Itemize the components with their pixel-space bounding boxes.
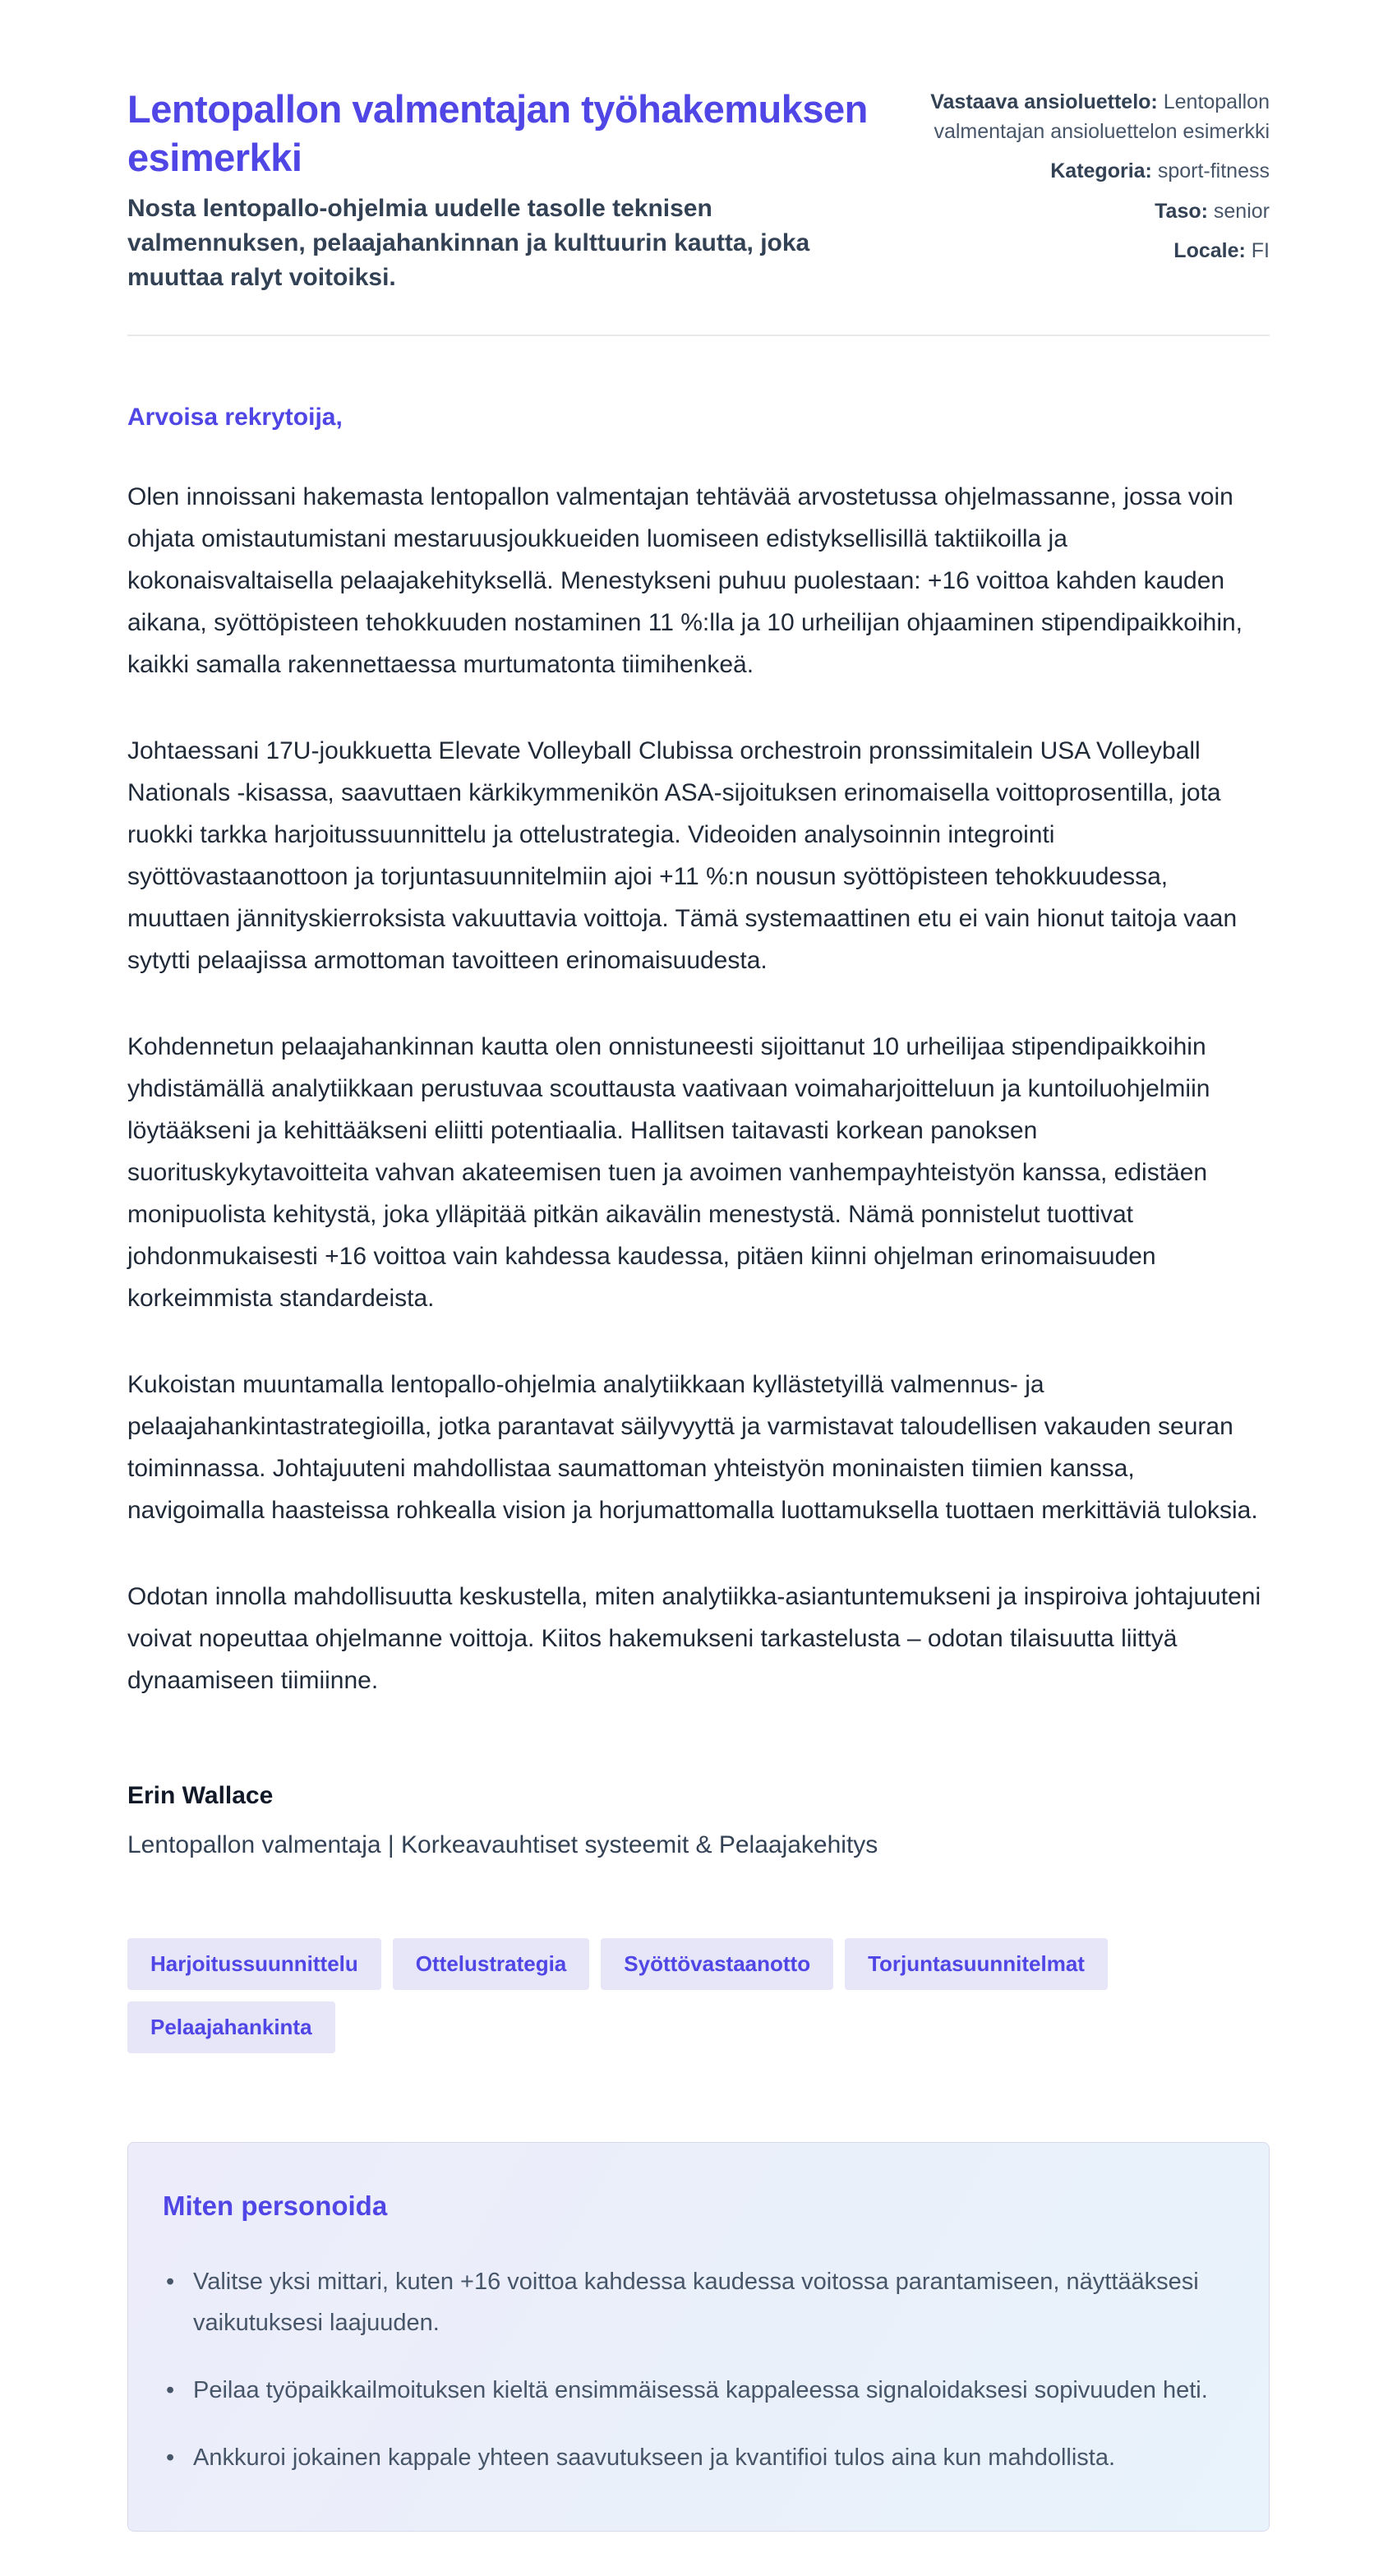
meta-level-value: senior	[1213, 199, 1270, 223]
letter-greeting: Arvoisa rekrytoija,	[127, 404, 343, 432]
tag-chip-torjuntasuunnitelmat[interactable]: Torjuntasuunnitelmat	[845, 1938, 1108, 1990]
tips-list	[163, 2261, 1219, 2478]
personalization-tips-box	[127, 2142, 1270, 2532]
letter-body	[127, 404, 1270, 2532]
tag-chip-syottovastaanotto[interactable]: Syöttövastaanotto	[601, 1938, 833, 1990]
letter-paragraph: Johtaessani 17U-joukkuetta Elevate Volleyball Clubissa orchestroin pronssimitalein USA Volleyball Nationals -kisassa, saavuttaen kärkikymmenikön ASA-sijoituksen erinomaisella voittoprosentilla, jota ruokki tarkka harjoitussuunnittelu ja ottelustrategia. Videoiden analysoinnin integrointi syöttövastaanottoon ja torjuntasuunnitelmiin ajoi +11 %:n nousun syöttöpisteen tehokkuudessa, muuttaen jännityskierroksista vakuuttavia voittoja. Tämä systemaattinen etu ei vain hionut taitoja vaan sytytti pelaajissa armottoman tavoitteen erinomaisuudesta.	[127, 737, 1238, 975]
meta-resume-label: Vastaava ansioluettelo:	[930, 90, 1158, 113]
tips-item: • Valitse yksi mittari, kuten +16 voittoa kahdessa kaudessa voitossa parantamiseen, näyttääksesi vaikutuksesi laajuuden.	[163, 2261, 1219, 2343]
title-block	[127, 85, 892, 295]
meta-resume	[900, 88, 1270, 146]
letter-paragraph: Kohdennetun pelaajahankinnan kautta olen onnistuneesti sijoittanut 10 urheilijaa stipendipaikkoihin yhdistämällä analytiikkaan perustuvaa scouttausta vaativaan voimaharjoitteluun ja kuntoiluohjelmiin löytääkseni ja kehittääkseni eliitti potentiaalia. Hallitsen taitavasti korkean panoksen suorituskykytavoitteita vahvan akateemisen tuen ja avoimen vanhempayhteistyön kanssa, edistäen monipuolista kehitystä, joka ylläpitää pitkän aikavälin menestystä. Nämä ponnistelut tuottivat johdonmukaisesti +16 voittoa vain kahdessa kaudessa, pitäen kiinni ohjelman erinomaisuuden korkeimmista standardeista.	[127, 1033, 1210, 1313]
skill-tags	[127, 1938, 1270, 2053]
tag-chip-harjoitussuunnittelu[interactable]: Harjoitussuunnittelu	[127, 1938, 381, 1990]
signature-name: Erin Wallace	[127, 1782, 274, 1810]
meta-resume-value: Lentopallon valmentajan ansioluettelon esimerkki	[934, 90, 1270, 143]
meta-level-label: Taso:	[1155, 199, 1208, 223]
meta-level	[900, 197, 1270, 227]
letter-paragraph: Odotan innolla mahdollisuutta keskustella, miten analytiikka-asiantuntemukseni ja inspiroiva johtajuuteni voivat nopeuttaa ohjelmanne voittoja. Kiitos hakemukseni tarkastelusta – odotan tilaisuutta liittyä dynaamiseen tiimiinne.	[127, 1583, 1261, 1695]
page-header	[127, 85, 1270, 295]
meta-locale-value: FI	[1251, 239, 1270, 262]
meta-block	[900, 85, 1270, 266]
tips-heading: Miten personoida	[163, 2191, 388, 2222]
tips-item: • Peilaa työpaikkailmoituksen kieltä ensimmäisessä kappaleessa signaloidaksesi sopivuuden heti.	[163, 2370, 1219, 2411]
signature-title: Lentopallon valmentaja | Korkeavauhtiset systeemit & Pelaajakehitys	[127, 1831, 878, 1859]
tag-chip-ottelustrategia[interactable]: Ottelustrategia	[393, 1938, 590, 1990]
letter-paragraph: Kukoistan muuntamalla lentopallo-ohjelmia analytiikkaan kyllästetyillä valmennus- ja pelaajahankintastrategioilla, jotka parantavat säilyvyyttä ja varmistavat taloudellisen vakauden seuran toiminnassa. Johtajuuteni mahdollistaa saumattoman yhteistyön moninaisten tiimien kanssa, navigoimalla haasteissa rohkealla vision ja horjumattomalla luottamuksella tuottaen merkittäviä tuloksia.	[127, 1371, 1258, 1525]
page-title: Lentopallon valmentajan työhakemuksen esimerkki	[127, 87, 868, 180]
tips-item: • Ankkuroi jokainen kappale yhteen saavutukseen ja kvantifioi tulos aina kun mahdollista.	[163, 2437, 1219, 2478]
tag-chip-pelaajahankinta[interactable]: Pelaajahankinta	[127, 2001, 335, 2053]
header-divider	[127, 335, 1270, 336]
letter-paragraph: Olen innoissani hakemasta lentopallon valmentajan tehtävää arvostetussa ohjelmassanne, jossa voin ohjata omistautumistani mestaruusjoukkueiden luomiseen edistyksellisillä taktiikoilla ja kokonaisvaltaisella pelaajakehityksellä. Menestykseni puhuu puolestaan: +16 voittoa kahden kauden aikana, syöttöpisteen tehokkuuden nostaminen 11 %:lla ja 10 urheilijan ohjaaminen stipendipaikkoihin, kaikki samalla rakennettaessa murtumatonta tiimihenkeä.	[127, 483, 1243, 679]
meta-category	[900, 157, 1270, 187]
meta-locale-label: Locale:	[1173, 239, 1246, 262]
meta-locale	[900, 237, 1270, 266]
meta-category-value: sport-fitness	[1157, 159, 1270, 182]
meta-category-label: Kategoria:	[1050, 159, 1152, 182]
page-subtitle: Nosta lentopallo-ohjelmia uudelle tasolle teknisen valmennuksen, pelaajahankinnan ja kulttuurin kautta, joka muuttaa ralyt voitoiksi.	[127, 195, 810, 292]
